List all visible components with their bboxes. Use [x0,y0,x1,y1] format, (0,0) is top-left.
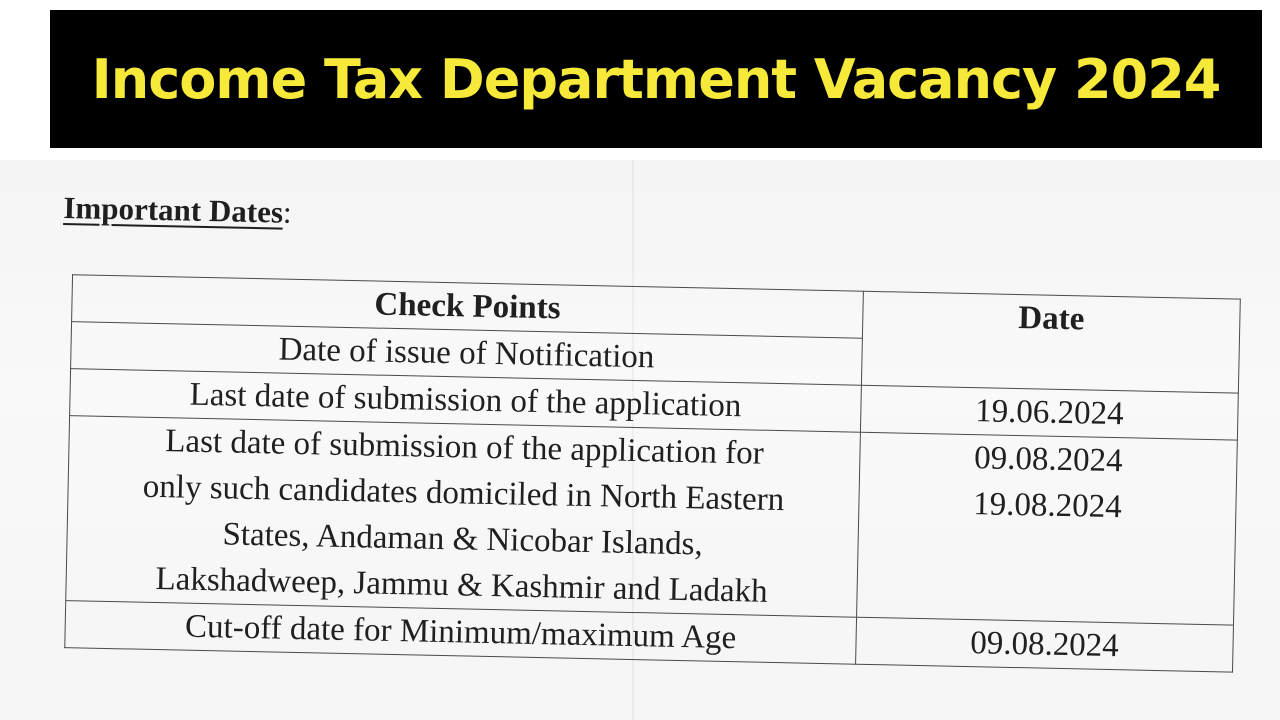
important-dates-heading [63,190,292,231]
header-check-points: Check Points [72,275,864,339]
heading-colon: : [282,194,292,230]
row-notification-issue: Date of issue of Notification [71,322,863,386]
date-value: 19.08.2024 [972,486,1123,526]
banner-title: Income Tax Department Vacancy 2024 [91,47,1221,111]
title-banner [50,10,1262,148]
document-content [53,182,1254,720]
row-last-date-special-regions [66,416,861,618]
document-paper [0,160,1280,720]
row-cut-off-age: Cut-off date for Minimum/maximum Age [65,601,857,665]
date-value: 09.08.2024 [973,440,1124,480]
check-point-line: Lakshadweep, Jammu & Kashmir and Ladakh [155,561,769,610]
table-row [66,416,1238,625]
check-point-line: States, Andaman & Nicobar Islands, [222,516,704,563]
heading-text: Important Dates [63,189,284,230]
header-date: Date [861,291,1240,393]
date-cut-off-age: 09.08.2024 [856,617,1234,672]
important-dates-table [64,274,1241,672]
row-last-date-submission: Last date of submission of the application [70,369,862,433]
check-point-line: only such candidates domiciled in North Eastern [142,468,785,519]
date-value: 19.06.2024 [974,393,1124,433]
check-point-line: Last date of submission of the application for [164,423,765,472]
date-cells-group [857,432,1238,625]
date-notification-issue [860,385,1238,440]
